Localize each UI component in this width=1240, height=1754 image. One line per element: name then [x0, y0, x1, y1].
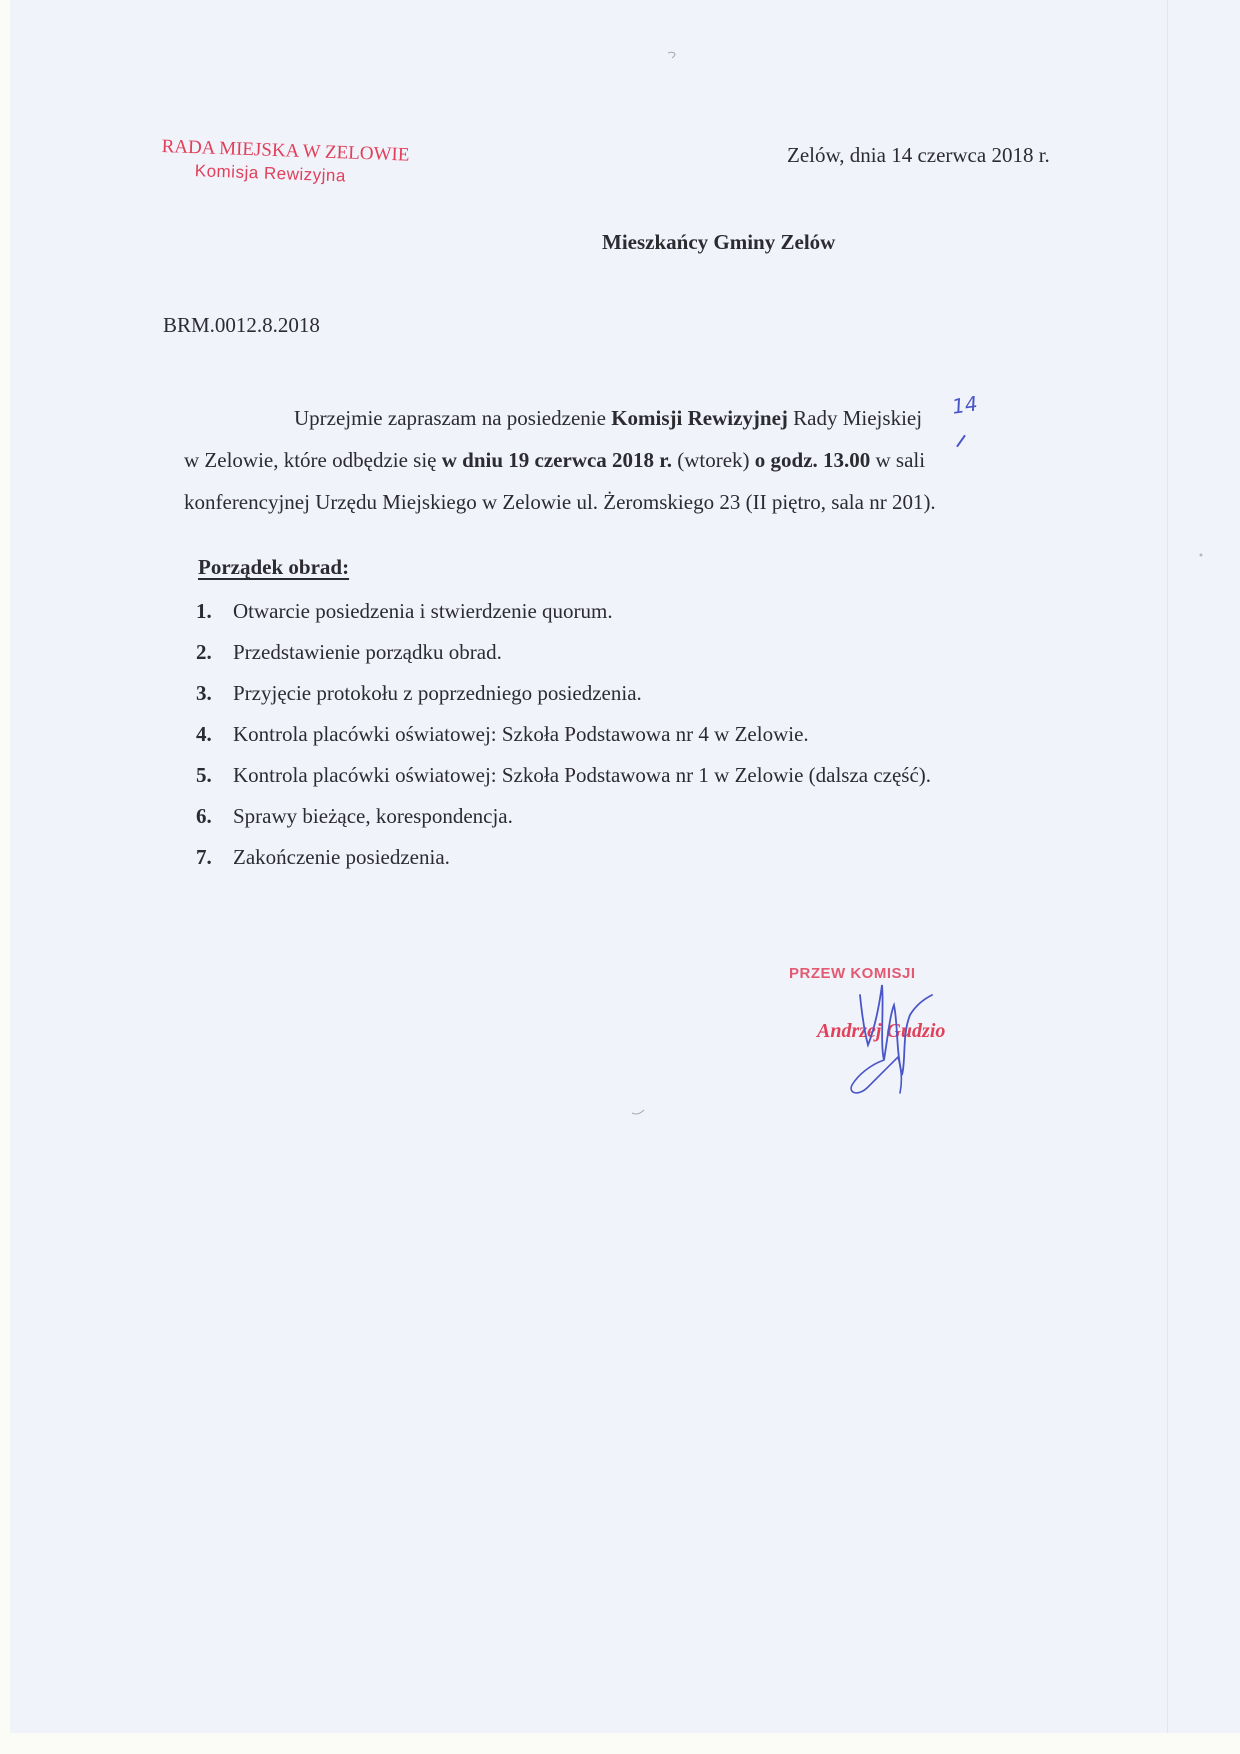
agenda-item [196, 801, 931, 842]
text-run: (wtorek) [671, 448, 755, 472]
addressee: Mieszkańcy Gminy Zelów [602, 230, 836, 254]
agenda-item [196, 760, 931, 801]
handwritten-time-correction: 14 [950, 391, 979, 419]
text-run: w sali [870, 448, 926, 472]
invitation-line-1 [184, 397, 1084, 439]
agenda-text: Przyjęcie protokołu z poprzedniego posiedzenia. [233, 681, 642, 705]
agenda-text: Przedstawienie porządku obrad. [233, 640, 502, 664]
council-stamp-name: RADA MIEJSKA W ZELOWIE [161, 136, 410, 166]
handwritten-signature [840, 975, 970, 1105]
text-run: Uprzejmie zapraszam na posiedzenie [294, 406, 612, 430]
agenda-item [196, 842, 931, 883]
invitation-paragraph [184, 397, 1084, 523]
meeting-date: w dniu 19 czerwca 2018 r. [441, 448, 672, 472]
agenda-number: 6. [196, 804, 212, 828]
scan-speck [1197, 552, 1205, 558]
council-stamp [160, 136, 409, 189]
agenda-number: 5. [196, 763, 212, 787]
meeting-time: o godz. 13.00 [754, 448, 871, 472]
agenda-text: Zakończenie posiedzenia. [233, 845, 450, 869]
scan-fold-line [1167, 0, 1168, 1733]
agenda-item [196, 596, 931, 637]
agenda-title: Porządek obrad: [198, 555, 350, 579]
text-run: w Zelowie, które odbędzie się [184, 448, 442, 472]
agenda-number: 3. [196, 681, 212, 705]
agenda-text: Otwarcie posiedzenia i stwierdzenie quorum. [233, 599, 613, 623]
chairman-stamp-name: Andrzej Gudzio [817, 1020, 946, 1042]
date-line: Zelów, dnia 14 czerwca 2018 r. [787, 143, 1050, 167]
agenda-number: 1. [196, 599, 212, 623]
reference-number: BRM.0012.8.2018 [163, 313, 320, 337]
agenda-number: 4. [196, 722, 212, 746]
committee-name: Komisji Rewizyjnej [611, 406, 788, 430]
agenda-item [196, 719, 931, 760]
scan-speck [630, 1108, 646, 1116]
agenda-number: 2. [196, 640, 212, 664]
agenda-item [196, 678, 931, 719]
scan-speck [666, 50, 680, 60]
agenda-list [196, 596, 931, 883]
council-stamp-committee: Komisja Rewizyjna [194, 161, 347, 186]
agenda-number: 7. [196, 845, 212, 869]
agenda-text: Kontrola placówki oświatowej: Szkoła Podstawowa nr 1 w Zelowie (dalsza część). [233, 763, 932, 787]
invitation-line-2 [184, 439, 1084, 481]
chairman-stamp-title: PRZEW KOMISJI [789, 965, 916, 982]
invitation-line-3: konferencyjnej Urzędu Miejskiego w Zelowie ul. Żeromskiego 23 (II piętro, sala nr 201). [184, 490, 936, 514]
agenda-text: Kontrola placówki oświatowej: Szkoła Podstawowa nr 4 w Zelowie. [233, 722, 809, 746]
agenda-item [196, 637, 931, 678]
text-run: Rady Miejskiej [787, 406, 923, 430]
agenda-text: Sprawy bieżące, korespondencja. [233, 804, 513, 828]
